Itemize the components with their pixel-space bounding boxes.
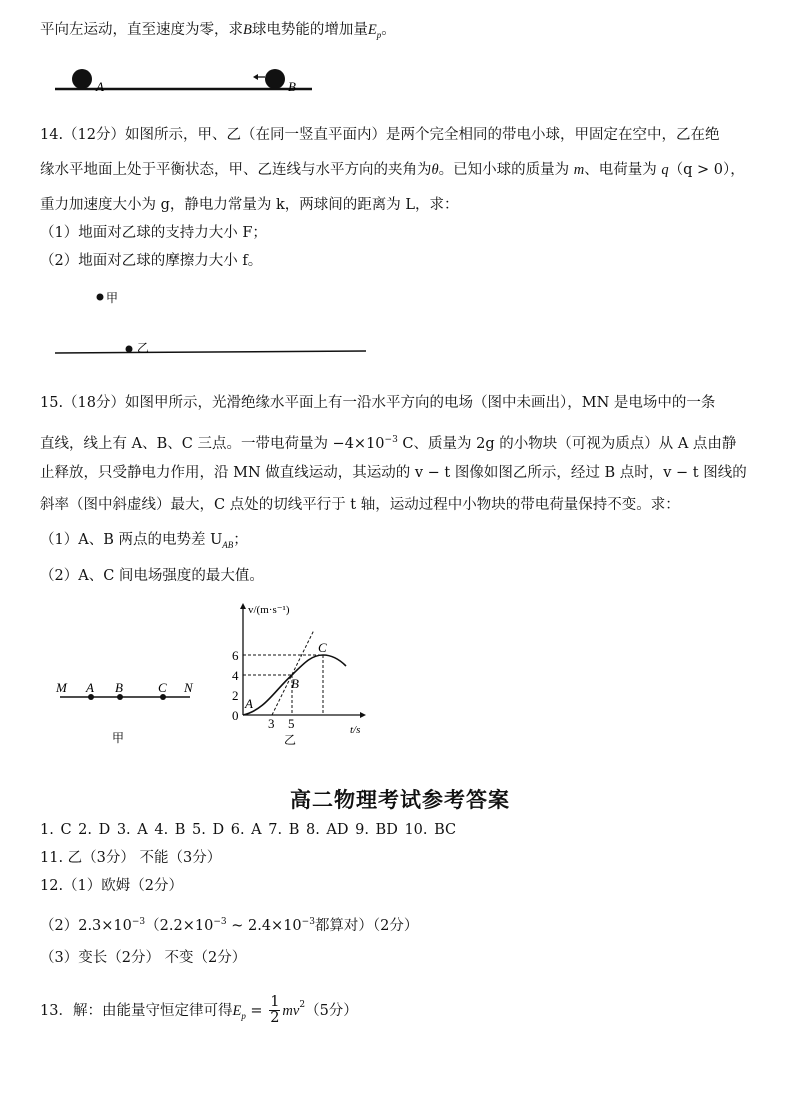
label-a: A bbox=[86, 680, 94, 695]
var-theta: θ bbox=[431, 162, 439, 178]
tangent-line-b bbox=[272, 630, 314, 715]
ground-line bbox=[55, 351, 366, 353]
point-c-label: C bbox=[318, 640, 327, 655]
text: （5分） bbox=[305, 1002, 358, 1019]
ball-jia bbox=[97, 294, 104, 301]
answer-11: 11. 乙（3分） 不能（3分） bbox=[40, 850, 222, 866]
caption-yi: 乙 bbox=[284, 733, 297, 747]
var-e: E bbox=[367, 22, 377, 38]
text: 。 bbox=[381, 22, 396, 38]
exponent: −3 bbox=[301, 917, 315, 927]
answer-13 bbox=[40, 995, 358, 1026]
q14-line1: 14.（12分）如图所示，甲、乙（在同一竖直平面内）是两个完全相同的带电小球，甲固定在空中，乙在绝 bbox=[40, 127, 720, 143]
label-b: B bbox=[115, 680, 123, 695]
q14-sub1: （1）地面对乙球的支持力大小 F； bbox=[40, 225, 267, 241]
caption-jia: 甲 bbox=[112, 731, 125, 745]
x-arrow-icon bbox=[360, 712, 366, 718]
fig15-line-mn bbox=[55, 680, 194, 745]
var-mv: mv bbox=[282, 1002, 300, 1019]
tick-5: 5 bbox=[288, 716, 295, 731]
tick-3: 3 bbox=[268, 716, 275, 731]
var-b: B bbox=[243, 22, 252, 38]
text: （2.2×10 bbox=[145, 917, 214, 934]
fig15-vt-graph bbox=[232, 603, 366, 747]
answer-12-3: （3）变长（2分） 不变（2分） bbox=[40, 950, 247, 966]
text: 球电势能的增加量 bbox=[251, 22, 368, 38]
point-a-label: A bbox=[245, 696, 253, 711]
ball-a bbox=[72, 69, 92, 89]
text: 直线，线上有 A、B、C 三点。一带电荷量为 −4×10 bbox=[40, 435, 385, 452]
equals: = bbox=[245, 1002, 268, 1019]
fraction-half bbox=[269, 995, 280, 1026]
label-a: A bbox=[96, 79, 104, 94]
y-axis-label: v/(m·s⁻¹) bbox=[248, 604, 290, 616]
sub-p: p bbox=[241, 1010, 246, 1021]
label-jia: 甲 bbox=[106, 291, 119, 305]
q14-line3: 重力加速度大小为 g，静电力常量为 k，两球间的距离为 L，求： bbox=[40, 197, 459, 213]
arrow-head-icon bbox=[253, 74, 258, 80]
text: ~ 2.4×10 bbox=[226, 917, 302, 934]
sub-p: p bbox=[376, 29, 382, 40]
label-b: B bbox=[288, 79, 296, 94]
text: 平向左运动，直至速度为零，求 bbox=[40, 22, 243, 38]
text: ； bbox=[233, 532, 248, 548]
ball-b bbox=[265, 69, 285, 89]
fig13-diagram bbox=[55, 69, 312, 94]
text: C、质量为 2g 的小物块（可视为质点）从 A 点由静 bbox=[397, 435, 737, 452]
q15-line1: 15.（18分）如图甲所示，光滑绝缘水平面上有一沿水平方向的电场（图中未画出），MN 是电场中的一条 bbox=[40, 395, 716, 411]
fig14-diagram bbox=[55, 291, 366, 355]
label-yi: 乙 bbox=[137, 341, 150, 355]
tick-4: 4 bbox=[232, 668, 239, 683]
var-e: E bbox=[232, 1002, 242, 1019]
label-n: N bbox=[184, 680, 193, 695]
tick-0: 0 bbox=[232, 708, 239, 723]
q14-sub2: （2）地面对乙球的摩擦力大小 f。 bbox=[40, 253, 263, 269]
sub-ab: AB bbox=[222, 539, 234, 550]
text: （2）2.3×10 bbox=[40, 917, 132, 934]
tick-2: 2 bbox=[232, 688, 239, 703]
numerator: 1 bbox=[270, 994, 280, 1010]
tick-6: 6 bbox=[232, 648, 239, 663]
exponent: −3 bbox=[131, 917, 146, 927]
q15-line3: 止释放，只受静电力作用，沿 MN 做直线运动，其运动的 v − t 图像如图乙所示，经过 B 点时，v − t 图线的 bbox=[40, 465, 747, 481]
answer-12-1: 12.（1）欧姆（2分） bbox=[40, 878, 184, 894]
label-c: C bbox=[158, 680, 167, 695]
text: 。已知小球的质量为 bbox=[438, 162, 574, 178]
text: 缘水平地面上处于平衡状态，甲、乙连线与水平方向的夹角为 bbox=[40, 162, 432, 178]
answers-mc: 1. C 2. D 3. A 4. B 5. D 6. A 7. B 8. AD 9. BD 10. BC bbox=[40, 822, 457, 838]
y-arrow-icon bbox=[240, 603, 246, 609]
label-m: M bbox=[56, 680, 67, 695]
text: 、电荷量为 bbox=[584, 162, 662, 178]
denominator: 2 bbox=[270, 1010, 280, 1026]
answers-title: 高二物理考试参考答案 bbox=[290, 787, 510, 812]
var-m: m bbox=[573, 162, 585, 178]
text: 都算对）（2分） bbox=[314, 917, 419, 934]
point-b-label: B bbox=[291, 676, 299, 691]
q15-sub2: （2）A、C 间电场强度的最大值。 bbox=[40, 568, 264, 584]
exponent: −3 bbox=[384, 435, 398, 445]
answer-12-2 bbox=[40, 912, 418, 936]
exponent: −3 bbox=[213, 917, 227, 927]
ball-yi bbox=[126, 346, 133, 353]
text: （q > 0）， bbox=[668, 162, 745, 178]
q15-line4: 斜率（图中斜虚线）最大，C 点处的切线平行于 t 轴，运动过程中小物块的带电荷量保持不变。求： bbox=[40, 497, 680, 513]
exponent: 2 bbox=[299, 999, 306, 1010]
text: 13．解：由能量守恒定律可得 bbox=[40, 1002, 233, 1019]
x-axis-label: t/s bbox=[350, 724, 361, 736]
var-q: q bbox=[661, 162, 669, 178]
text: （1）A、B 两点的电势差 U bbox=[40, 532, 223, 548]
